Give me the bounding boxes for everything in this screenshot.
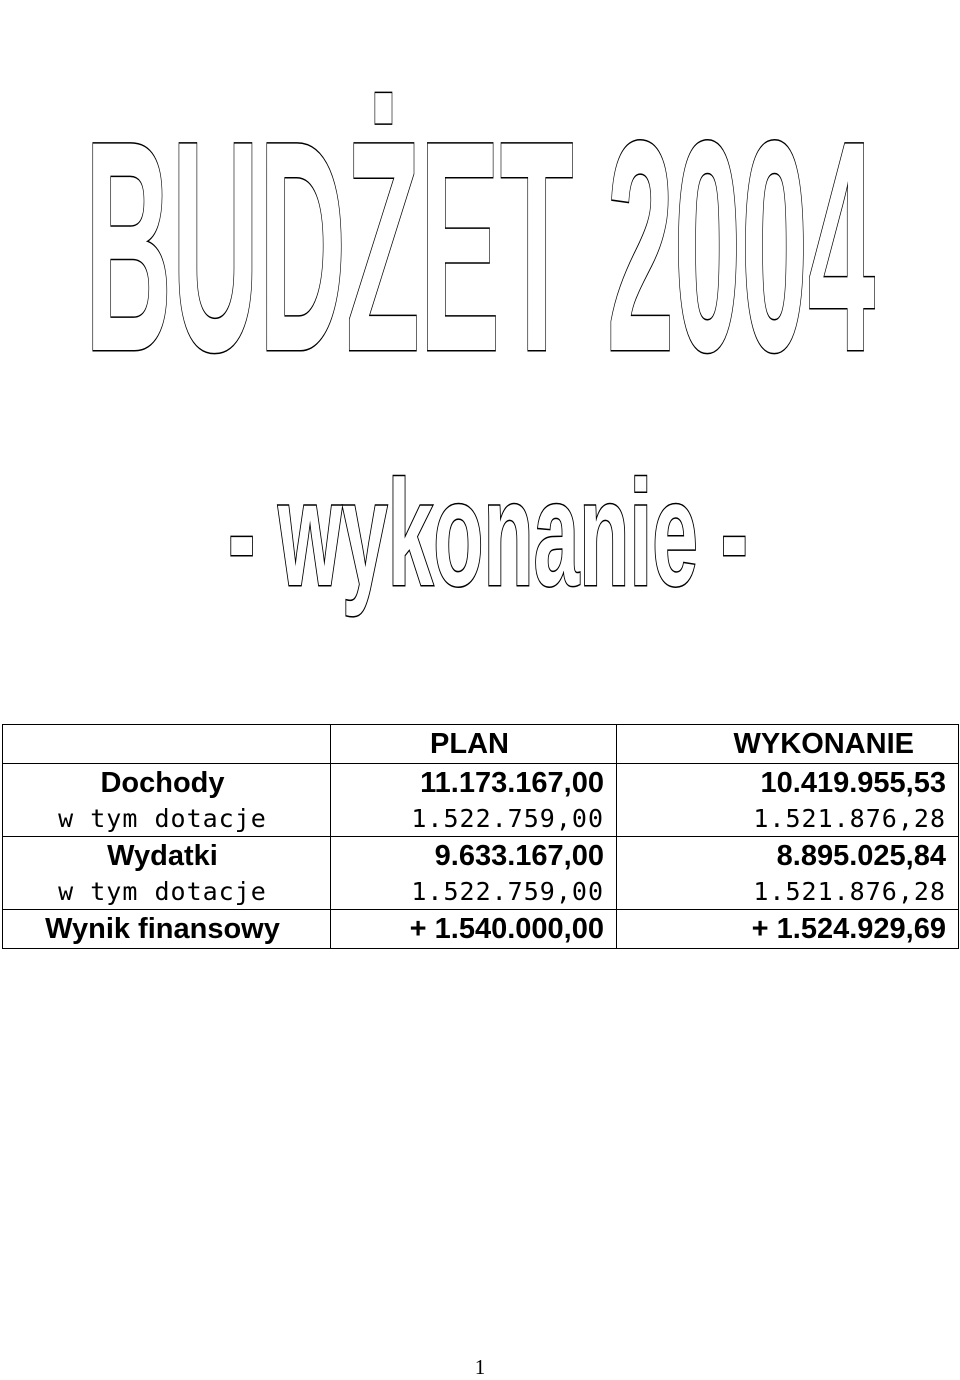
row-label: Wynik finansowy: [3, 910, 331, 949]
table-row: [3, 910, 959, 949]
main-title: BUDŻET 2004: [85, 78, 876, 414]
table-row: [3, 764, 959, 803]
budget-table: [2, 724, 959, 949]
row-label: Dochody: [3, 764, 331, 803]
row-plan: + 1.540.000,00: [331, 910, 617, 949]
row-plan: 1.522.759,00: [331, 802, 617, 837]
table-row: [3, 875, 959, 910]
table-row: [3, 802, 959, 837]
row-wykonanie: + 1.524.929,69: [617, 910, 959, 949]
header-empty-cell: [3, 725, 331, 764]
row-label: w tym dotacje: [3, 802, 331, 837]
subtitle: - wykonanie -: [228, 449, 748, 617]
title-banner: [0, 0, 960, 640]
row-wykonanie: 10.419.955,53: [617, 764, 959, 803]
row-wykonanie: 1.521.876,28: [617, 802, 959, 837]
table-row: [3, 837, 959, 876]
row-label: Wydatki: [3, 837, 331, 876]
row-plan: 9.633.167,00: [331, 837, 617, 876]
row-plan: 1.522.759,00: [331, 875, 617, 910]
header-plan: PLAN: [331, 725, 617, 764]
row-wykonanie: 1.521.876,28: [617, 875, 959, 910]
page-number: 1: [474, 1355, 486, 1379]
row-plan: 11.173.167,00: [331, 764, 617, 803]
header-wykonanie: WYKONANIE: [617, 725, 959, 764]
row-wykonanie: 8.895.025,84: [617, 837, 959, 876]
row-label: w tym dotacje: [3, 875, 331, 910]
table-header-row: [3, 725, 959, 764]
